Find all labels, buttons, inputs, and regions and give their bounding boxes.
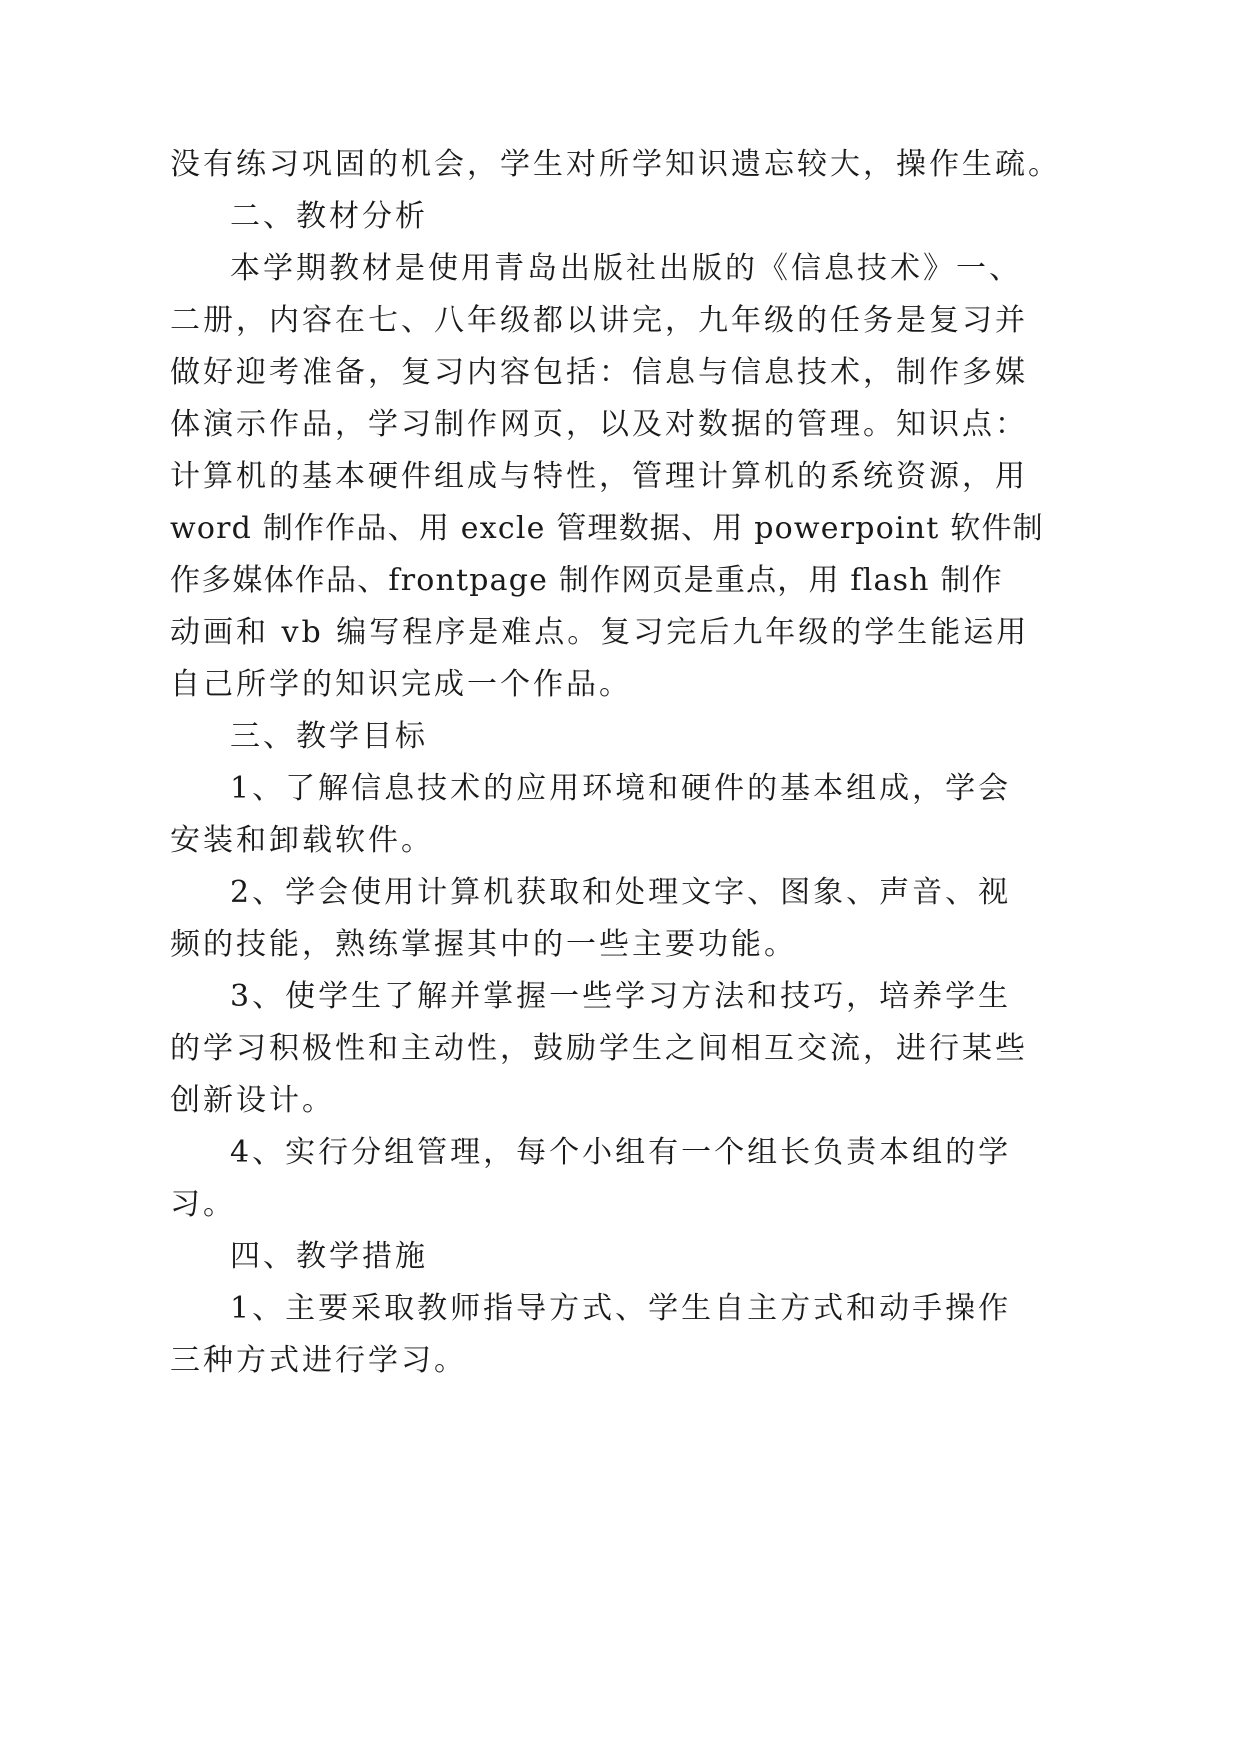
list-item: 1、了解信息技术的应用环境和硬件的基本组成，学会 (230, 771, 1012, 806)
section-heading: 三、教学目标 (230, 719, 428, 754)
paragraph-line: 动画和 vb 编写程序是难点。复习完后九年级的学生能运用 (170, 615, 1030, 650)
list-item: 2、学会使用计算机获取和处理文字、图象、声音、视 (230, 875, 1012, 910)
paragraph-line: 创新设计。 (170, 1083, 335, 1118)
section-heading: 二、教材分析 (230, 199, 428, 234)
paragraph-line: 体演示作品，学习制作网页，以及对数据的管理。知识点： (170, 407, 1028, 442)
list-item: 1、主要采取教师指导方式、学生自主方式和动手操作 (230, 1291, 1012, 1326)
paragraph-line: 三种方式进行学习。 (170, 1343, 467, 1378)
paragraph-line: 本学期教材是使用青岛出版社出版的《信息技术》一、 (230, 251, 1022, 286)
paragraph-line: 作多媒体作品、frontpage 制作网页是重点，用 flash 制作 (170, 563, 1003, 598)
paragraph-line: 自己所学的知识完成一个作品。 (170, 667, 632, 702)
paragraph-line: 的学习积极性和主动性，鼓励学生之间相互交流，进行某些 (170, 1031, 1028, 1066)
paragraph-line: word 制作作品、用 excle 管理数据、用 powerpoint 软件制 (170, 511, 1044, 546)
paragraph-line: 没有练习巩固的机会，学生对所学知识遗忘较大，操作生疏。 (170, 147, 1061, 182)
section-heading: 四、教学措施 (230, 1239, 428, 1274)
paragraph-line: 习。 (170, 1187, 236, 1222)
paragraph-line: 频的技能，熟练掌握其中的一些主要功能。 (170, 927, 797, 962)
list-item: 4、实行分组管理，每个小组有一个组长负责本组的学 (230, 1135, 1012, 1170)
list-item: 3、使学生了解并掌握一些学习方法和技巧，培养学生 (230, 979, 1012, 1014)
paragraph-line: 计算机的基本硬件组成与特性，管理计算机的系统资源，用 (170, 459, 1028, 494)
paragraph-line: 安装和卸载软件。 (170, 823, 434, 858)
paragraph-line: 二册，内容在七、八年级都以讲完，九年级的任务是复习并 (170, 303, 1028, 338)
paragraph-line: 做好迎考准备，复习内容包括：信息与信息技术，制作多媒 (170, 355, 1028, 390)
